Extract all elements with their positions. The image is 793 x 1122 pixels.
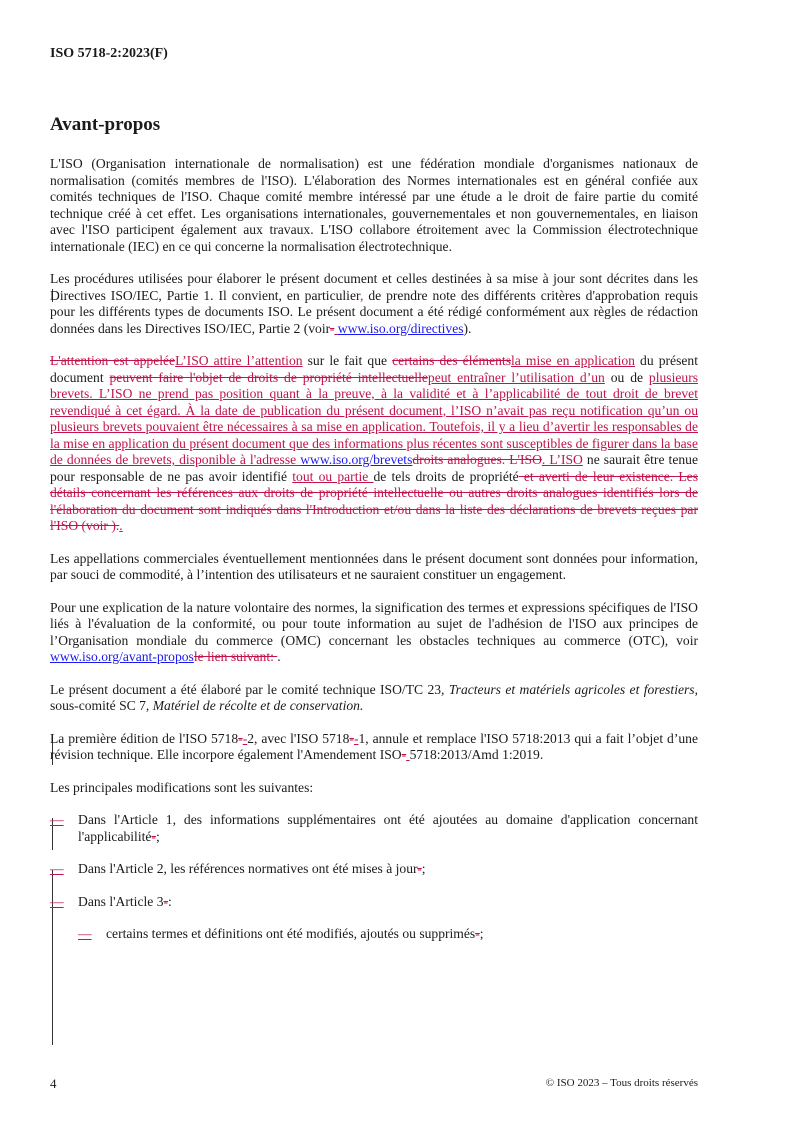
- inserted-text: ,: [359, 287, 364, 303]
- dash-bullet: —: [50, 861, 64, 876]
- italic-text: Matériel de récolte et de conservation.: [152, 698, 364, 713]
- text-run: ;: [155, 828, 160, 844]
- deleted-text: -: [151, 828, 156, 844]
- deleted-text: -: [401, 747, 407, 762]
- text-run: de tels droits de propriété: [373, 468, 519, 484]
- modifications-list: [50, 812, 698, 943]
- deleted-text: -: [329, 320, 335, 336]
- inserted-text: tout ou partie: [292, 468, 374, 484]
- document-id-header: ISO 5718-2:2023(F): [50, 46, 168, 61]
- list-item: [50, 812, 698, 845]
- deleted-text: -: [238, 730, 243, 746]
- deleted-text: peuvent faire l'objet de droits de propriété intellectuelle: [109, 369, 428, 385]
- list-item-text: [78, 861, 698, 878]
- text-run: 5718:2013/Amd 1:2019.: [409, 747, 544, 762]
- text-run: L'ISO (Organisation internationale de normalisation) est une fédération mondiale d'organismes nationaux de normalisation (comités membres de l'ISO). L'élaboration des Normes internationales est en général confiée aux comités techniques de l'ISO. Chaque comité membre intéressé par une étude a le droit de faire partie du comité technique créé à cet effet. Les organisations internationales, gouvernementales et non gouvernementales, en liaison avec l'ISO participent également aux travaux. L'ISO collabore étroitement avec la Commission électrotechnique internationale (IEC) en ce qui concerne la normalisation électrotechnique.: [50, 156, 698, 254]
- italic-text: Tracteurs et matériels agricoles et forestiers: [448, 681, 695, 697]
- text-run: Les appellations commerciales éventuellement mentionnées dans le présent document sont données pour information, par souci de commodité, à l’intention des utilisateurs et ne sauraient constituer un engagement.: [50, 550, 698, 582]
- inserted-text: -: [242, 730, 248, 746]
- paragraph: [50, 156, 698, 255]
- text-run: Le présent document a été élaboré par le comité technique ISO/TC 23,: [50, 681, 449, 697]
- text-run: Dans l'Article 1, des informations supplémentaires ont été ajoutées au domaine d'application concernant l'applicabilité: [78, 812, 698, 844]
- page-number: 4: [50, 1076, 57, 1091]
- text-run: , sous-comité SC 7,: [50, 681, 698, 713]
- deleted-text: droits analogues. L'ISO: [412, 452, 542, 467]
- paragraph: [50, 731, 698, 764]
- deleted-text: L'attention est appelée: [50, 353, 176, 368]
- section-title: Avant-propos: [50, 114, 161, 135]
- text-run: :: [168, 893, 172, 909]
- paragraph: [50, 780, 698, 797]
- deleted-text: -: [163, 893, 169, 909]
- deleted-text: et averti de leur existence. Les détails concernant les références aux droits de propriété intellectuelle ou autres droits analogues identifiés lors de l'élaboration du document sont indiqués dans l'Introduction et/ou dans la liste des déclarations de brevets reçues par l'ISO (voir ).: [50, 468, 698, 533]
- hyperlink[interactable]: www.iso.org/avant-propos: [50, 649, 194, 664]
- deleted-text: -: [475, 926, 480, 941]
- text-run: ou de: [604, 369, 649, 385]
- text-run: .: [277, 649, 281, 664]
- list-item: [50, 894, 698, 911]
- hyperlink[interactable]: www.iso.org/directives: [337, 320, 464, 336]
- deleted-text: -: [349, 730, 354, 746]
- deleted-text: certains des éléments: [392, 353, 511, 368]
- text-run: Dans l'Article 2, les références normatives ont été mises à jour: [78, 861, 418, 876]
- text-run: Dans l'Article 3: [78, 893, 164, 909]
- list-item-text: [78, 812, 698, 845]
- inserted-text: .: [119, 518, 123, 533]
- document-body: [50, 156, 698, 959]
- text-run: du présent document: [50, 353, 698, 385]
- inserted-text: L’ISO attire l’attention: [175, 353, 303, 368]
- inserted-text: -: [353, 730, 359, 746]
- dash-bullet: —: [50, 893, 64, 909]
- paragraph: [50, 551, 698, 584]
- text-run: Les procédures utilisées pour élaborer le présent document et celles destinées à sa mise à jour sont décrites dans les Directives ISO/IEC, Partie 1. Il convient, en particulier: [50, 271, 698, 303]
- deleted-text: le lien suivant:: [193, 649, 278, 664]
- inserted-text: la mise en application: [511, 353, 635, 368]
- paragraph: [50, 682, 698, 715]
- text-run: ;: [479, 926, 484, 941]
- text-run: Les principales modifications sont les suivantes:: [50, 779, 314, 795]
- paragraph: [50, 271, 698, 337]
- text-run: ;: [421, 861, 426, 876]
- list-item-text: [106, 926, 698, 943]
- paragraphs: [50, 156, 698, 796]
- text-run: 2, avec l'ISO 5718: [247, 730, 350, 746]
- list-item: [50, 861, 698, 878]
- text-run: 1, annule et remplace l'ISO 5718:2013 qui a fait l’objet d’une révision technique. Elle incorpore également l'Amendement ISO: [50, 730, 698, 762]
- text-run: ne saurait être tenue pour responsable de ne pas avoir identifié: [50, 452, 698, 484]
- list-item: [78, 926, 698, 943]
- inserted-text: plusieurs brevets. L’ISO ne prend pas position quant à la preuve, à la validité et à l’applicabilité de tout droit de brevet revendiqué à cet égard. À la date de publication du présent document, l’ISO n’avait pas reçu notification qu’un ou plusieurs brevets pouvaient être nécessaires à sa mise en application. Toutefois, il y a lieu d’avertir les responsables de la mise en application du présent document que des informations plus récentes sont susceptibles de figurer dans la base de données de brevets, disponible à l'adresse: [50, 369, 699, 467]
- inserted-text: . L’ISO: [541, 452, 583, 467]
- inserted-text: peut entraîner l’utilisation d’un: [427, 369, 605, 385]
- copyright: © ISO 2023 – Tous droits réservés: [545, 1077, 698, 1089]
- hyperlink[interactable]: www.iso.org/brevets: [300, 452, 413, 467]
- paragraph: [50, 600, 698, 666]
- text-run: sur le fait que: [302, 353, 393, 368]
- paragraph: [50, 353, 698, 535]
- list-item-text: [78, 894, 698, 911]
- text-run: certains termes et définitions ont été modifiés, ajoutés ou supprimés: [106, 926, 476, 941]
- text-run: La première édition de l'ISO 5718: [50, 730, 239, 746]
- text-run: Pour une explication de la nature volontaire des normes, la signification des termes et expressions spécifiques de l'ISO liés à l'évaluation de la conformité, ou pour toute information au sujet de l'adhésion de l'ISO aux principes de l’Organisation mondiale du commerce (OMC) concernant les obstacles techniques au commerce (OTC), voir: [50, 599, 698, 648]
- dash-bullet: —: [50, 812, 64, 827]
- text-run: de prendre note des différents critères d'approbation requis pour les différents types de documents ISO. Le présent document a été rédigé conformément aux règles de rédaction données dans les Directives ISO/IEC, Partie 2 (voir: [50, 287, 698, 336]
- text-run: ).: [463, 320, 472, 336]
- dash-bullet: —: [78, 926, 92, 941]
- deleted-text: -: [417, 861, 422, 876]
